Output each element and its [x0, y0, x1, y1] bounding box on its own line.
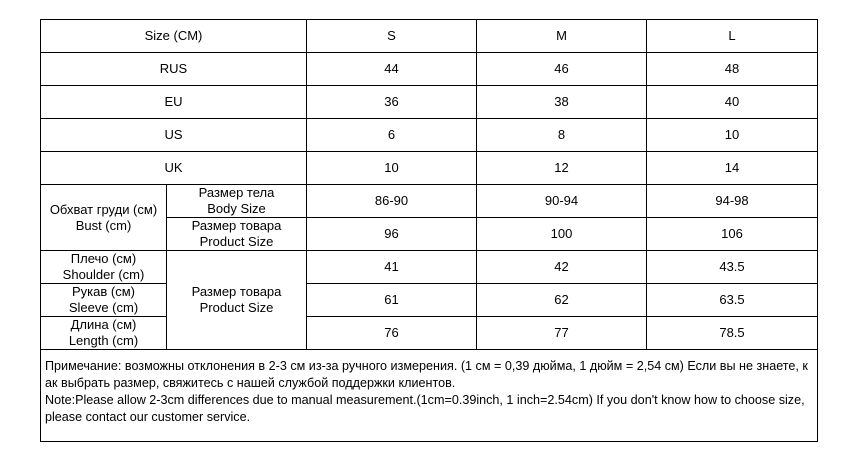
size-value: 12: [477, 152, 647, 185]
table-row: [41, 119, 818, 152]
system-label: UK: [41, 152, 307, 185]
size-value: 48: [647, 53, 818, 86]
table-row: [41, 53, 818, 86]
measure-label: [41, 284, 167, 317]
size-value: 62: [477, 284, 647, 317]
size-chart-table: [40, 19, 818, 442]
table-row: [41, 317, 818, 350]
system-label: EU: [41, 86, 307, 119]
size-header-s: S: [307, 20, 477, 53]
measure-label-en: Shoulder (cm): [62, 267, 145, 282]
size-value: 61: [307, 284, 477, 317]
bust-label: [41, 185, 167, 251]
table-row: [41, 185, 818, 218]
measure-label-ru: Плечо (см): [70, 251, 137, 266]
size-value: 6: [307, 119, 477, 152]
bust-label-en: Bust (cm): [75, 217, 132, 233]
size-value: 63.5: [647, 284, 818, 317]
body-size-label-ru: Размер тела: [198, 185, 275, 200]
size-value: 100: [477, 218, 647, 251]
system-label: RUS: [41, 53, 307, 86]
product-size-label-en: Product Size: [199, 234, 274, 249]
product-group-label-ru: Размер товара: [191, 284, 282, 299]
measure-label-en: Length (cm): [68, 333, 139, 348]
size-value: 86-90: [307, 185, 477, 218]
size-value: 43.5: [647, 251, 818, 284]
size-value: 8: [477, 119, 647, 152]
size-header-l: L: [647, 20, 818, 53]
size-header-label: Size (CM): [41, 20, 307, 53]
measure-label: [41, 317, 167, 350]
size-value: 40: [647, 86, 818, 119]
size-value: 36: [307, 86, 477, 119]
size-value: 42: [477, 251, 647, 284]
size-value: 14: [647, 152, 818, 185]
product-group-label-en: Product Size: [199, 300, 274, 315]
size-value: 10: [647, 119, 818, 152]
size-value: 78.5: [647, 317, 818, 350]
measure-label-ru: Рукав (см): [72, 284, 135, 299]
size-value: 96: [307, 218, 477, 251]
product-size-label: [167, 218, 307, 251]
note-en: Note:Please allow 2-3cm differences due to manual measurement.(1cm=0.39inch, 1 inch=2.54cm) If you don't know how to choose size, please contact our customer service.: [45, 393, 805, 424]
size-header-m: M: [477, 20, 647, 53]
table-row: [41, 284, 818, 317]
size-value: 77: [477, 317, 647, 350]
header-row: [41, 20, 818, 53]
system-label: US: [41, 119, 307, 152]
size-value: 38: [477, 86, 647, 119]
body-size-label: [167, 185, 307, 218]
size-value: 94-98: [647, 185, 818, 218]
note-row: [41, 350, 818, 442]
size-value: 41: [307, 251, 477, 284]
size-value: 44: [307, 53, 477, 86]
measure-label-ru: Длина (см): [70, 317, 137, 332]
table-row: [41, 251, 818, 284]
product-group-label: [167, 251, 307, 350]
size-value: 10: [307, 152, 477, 185]
measure-label-en: Sleeve (cm): [68, 300, 139, 315]
note-ru: Примечание: возможны отклонения в 2-3 см из-за ручного измерения. (1 см = 0,39 дюйма, 1 дюйм = 2,54 см) Если вы не знаете, как выбрать размер, свяжитесь с нашей службой поддержки клиентов.: [45, 359, 808, 390]
size-value: 76: [307, 317, 477, 350]
size-value: 106: [647, 218, 818, 251]
table-row: [41, 152, 818, 185]
bust-label-ru: Обхват груди (см): [49, 201, 158, 217]
note-cell: [41, 350, 818, 442]
product-size-label-ru: Размер товара: [191, 218, 282, 233]
table-row: [41, 86, 818, 119]
measure-label: [41, 251, 167, 284]
size-value: 46: [477, 53, 647, 86]
body-size-label-en: Body Size: [207, 201, 266, 216]
size-value: 90-94: [477, 185, 647, 218]
